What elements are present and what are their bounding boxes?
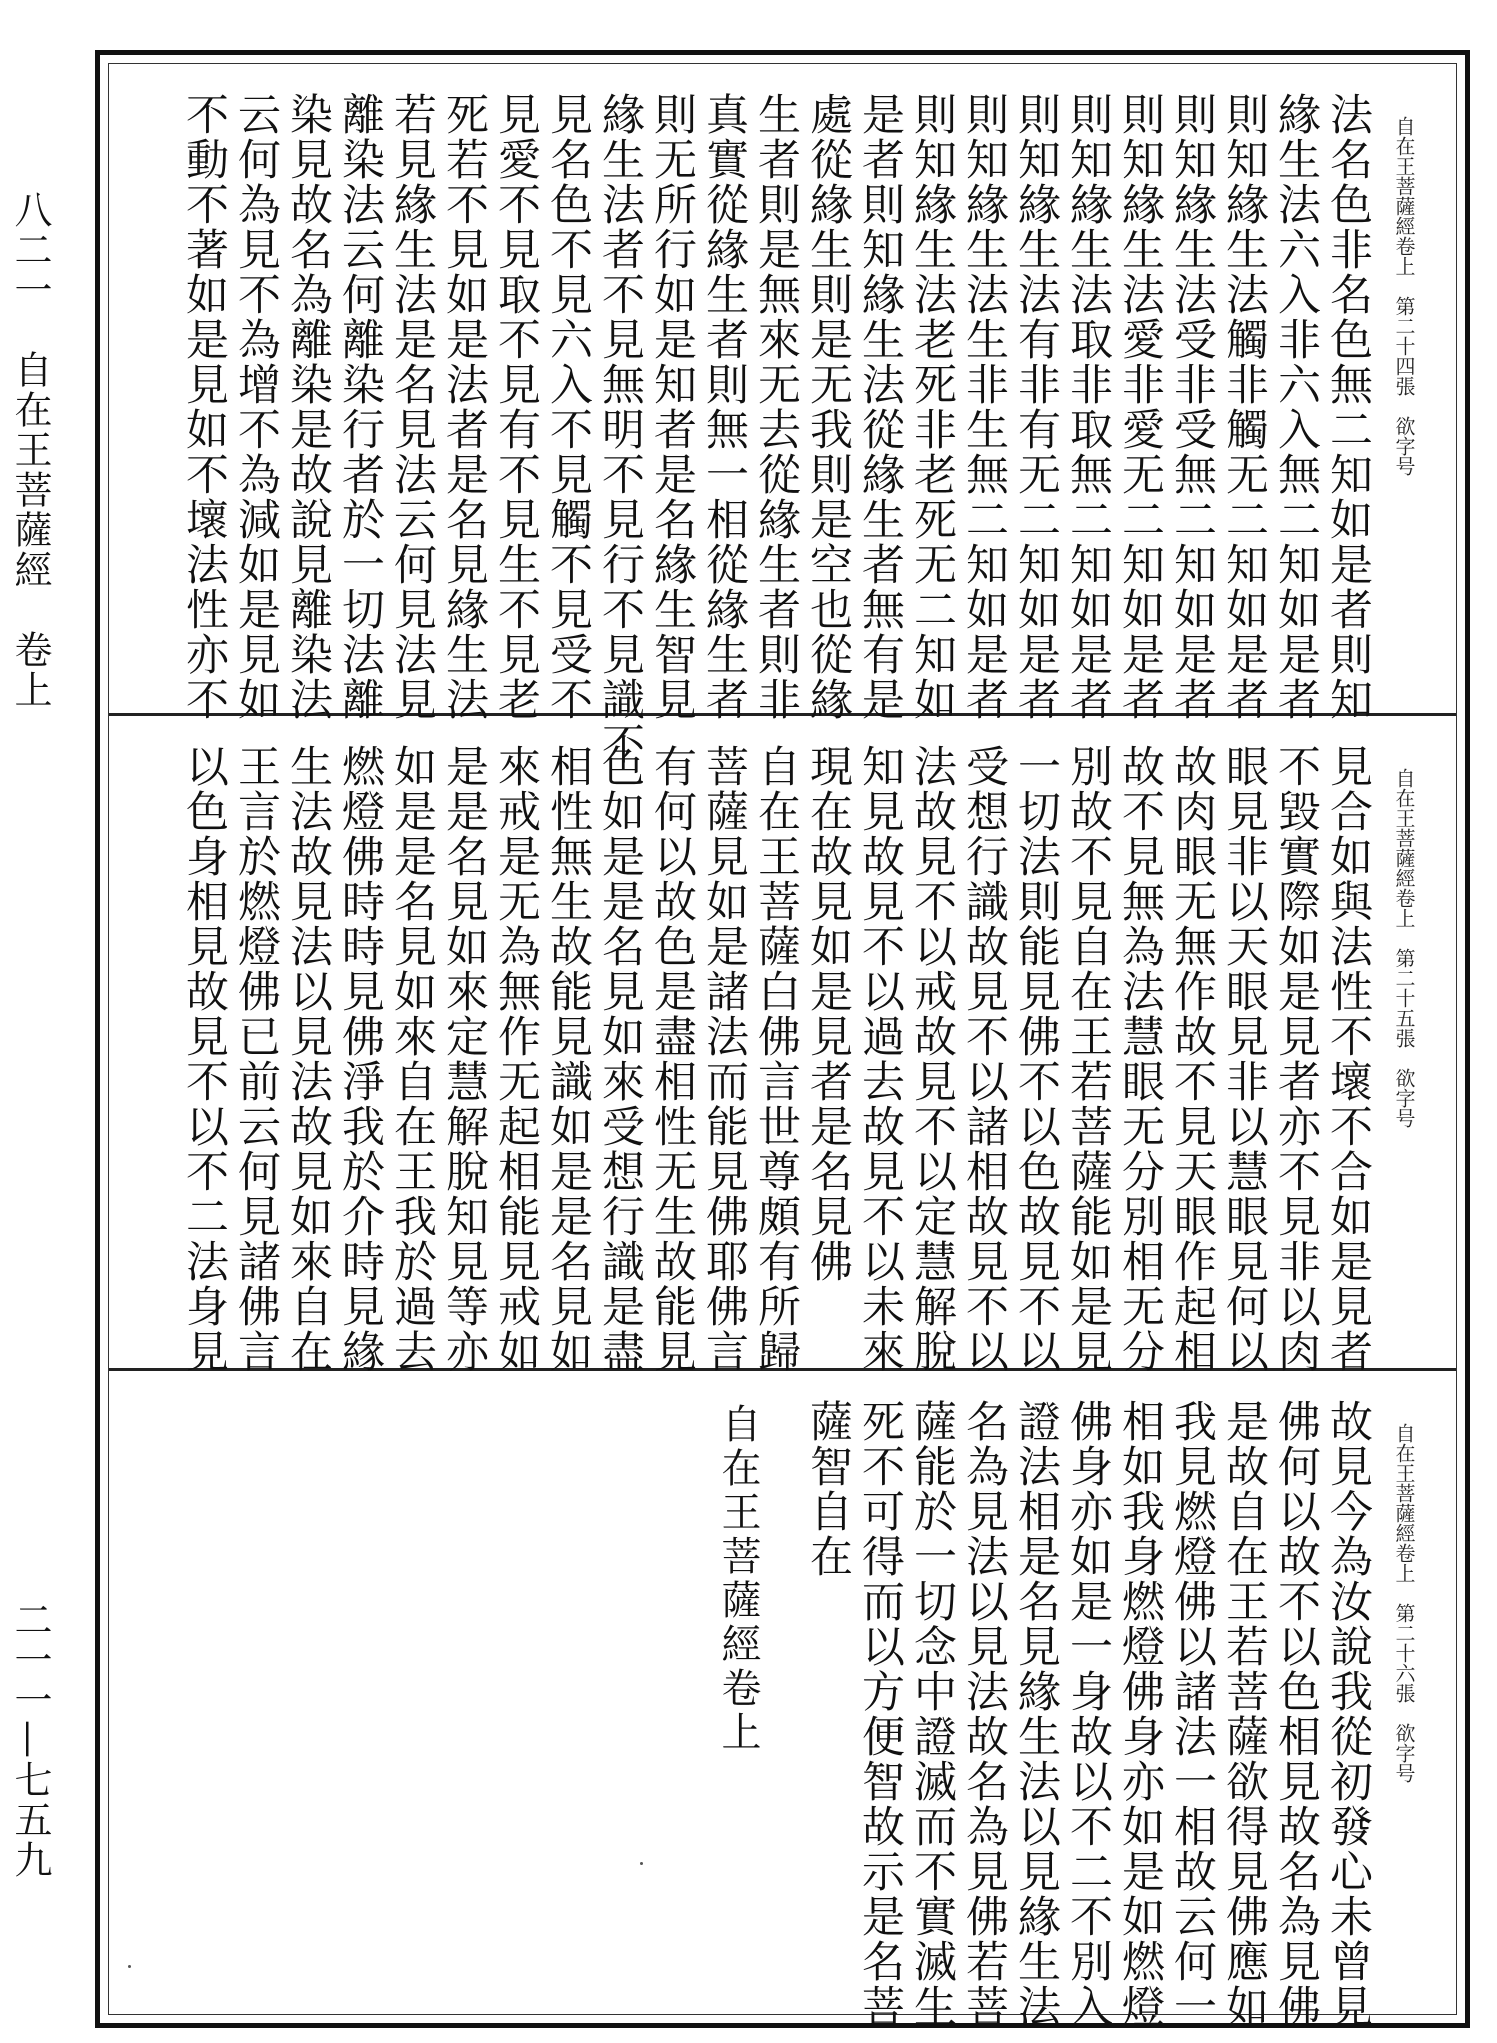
text-column: 生者則是無來无去從緣生者則非 — [751, 92, 801, 722]
text-column: 緣生法六入非六入無二知如是者 — [1271, 92, 1321, 722]
text-column: 則知緣生法生非生無二知如是者 — [959, 92, 1009, 722]
text-column: 相如我身燃燈佛身亦如是如燃燈 — [1115, 1399, 1165, 2029]
text-column: 自在王菩薩白佛言世尊頗有所歸 — [751, 744, 801, 1374]
text-column: 離染法云何離染行者於一切法離 — [335, 92, 385, 722]
text-column: 則知緣生法有非有无二知如是者 — [1011, 92, 1061, 722]
page-frame — [95, 50, 1470, 2028]
text-column: 法名色非名色無二知如是者則知 — [1323, 92, 1373, 722]
text-column: 真實從緣生者則無一相從緣生者 — [699, 92, 749, 722]
text-column: 王言於燃燈佛已前云何見諸佛言 — [231, 744, 281, 1374]
text-column: 一切法則能見佛不以色故見不以 — [1011, 744, 1061, 1374]
text-column: 則知緣生法老死非老死无二知如 — [907, 92, 957, 722]
text-column: 來戒是无為無作无起相能見戒如 — [491, 744, 541, 1374]
text-column: 見合如與法性不壞不合如是見者 — [1323, 744, 1373, 1374]
text-column: 如是是名見如來自在王我於過去 — [387, 744, 437, 1374]
text-column: 是是名見如來定慧解脫知見等亦 — [439, 744, 489, 1374]
text-column: 薩智自在 — [803, 1399, 853, 1579]
text-column: 別故不見自在王若菩薩能如是見 — [1063, 744, 1113, 1374]
text-column: 則知緣生法取非取無二知如是者 — [1063, 92, 1113, 722]
text-column: 死不可得而以方便智故示是名菩 — [855, 1399, 905, 2029]
text-column: 菩薩見如是諸法而能見佛耶佛言 — [699, 744, 749, 1374]
text-column: 不動不著如是見如不壞法性亦不 — [179, 92, 229, 722]
text-column: 有何以故色是盡相性无生故能見 — [647, 744, 697, 1374]
text-column: 法故見不以戒故見不以定慧解脫 — [907, 744, 957, 1374]
text-column: 知見故見不以過去故見不以未來 — [855, 744, 905, 1374]
side-margin-title: 八二一 自在王菩薩經 卷上 — [8, 190, 52, 710]
text-column: 則无所行如是知者是名緣生智見 — [647, 92, 697, 722]
panel-marginal-note: 自在王菩薩經卷上 第二十五張 欲字号 — [1392, 768, 1416, 1128]
text-column: 色如是是名見如來受想行識是盡 — [595, 744, 645, 1374]
panel-top — [109, 64, 1456, 767]
text-column: 我見燃燈佛以諸法一相故云何一 — [1167, 1399, 1217, 2029]
text-column: 則知緣生法愛非愛无二知如是者 — [1115, 92, 1165, 722]
panel-bottom — [109, 1371, 1456, 2029]
text-column: 緣生法者不見無明不見行不見識不 — [595, 92, 645, 767]
text-column: 眼見非以天眼見非以慧眼見何以 — [1219, 744, 1269, 1374]
panel-marginal-note: 自在王菩薩經卷上 第二十四張 欲字号 — [1392, 116, 1416, 476]
text-column: 名為見法以見法故名為見佛若菩 — [959, 1399, 1009, 2029]
text-column: 燃燈佛時時見佛淨我於介時見緣 — [335, 744, 385, 1374]
panel-middle — [109, 716, 1456, 1374]
text-column: 故肉眼无無作故不見天眼作起相 — [1167, 744, 1217, 1374]
text-column: 是者則知緣生法從緣生者無有是 — [855, 92, 905, 722]
text-column: 云何為見不為增不為減如是見如 — [231, 92, 281, 722]
page-frame-inner — [108, 63, 1457, 2029]
side-margin-page-number: 二一一—七五九 — [8, 1600, 52, 1880]
text-column: 現在故見如是見者是名見佛 — [803, 744, 853, 1284]
ink-speck — [128, 1965, 131, 1968]
text-column: 薩能於一切念中證滅而不實滅生 — [907, 1399, 957, 2029]
text-column: 染見故名為離染是故說見離染法 — [283, 92, 333, 722]
text-column: 若見緣生法是名見法云何見法見 — [387, 92, 437, 722]
text-column: 故不見無為法慧眼无分別相无分 — [1115, 744, 1165, 1374]
text-column: 死若不見如是法者是名見緣生法 — [439, 92, 489, 722]
text-column: 處從緣生則是无我則是空也從緣 — [803, 92, 853, 722]
text-column: 是故自在王若菩薩欲得見佛應如 — [1219, 1399, 1269, 2029]
text-column: 則知緣生法受非受無二知如是者 — [1167, 92, 1217, 722]
text-column: 故見今為汝說我從初發心未曾見 — [1323, 1399, 1373, 2029]
text-column: 見名色不見六入不見觸不見受不 — [543, 92, 593, 722]
ink-speck — [640, 1862, 643, 1865]
text-column: 生法故見法以見法故見如來自在 — [283, 744, 333, 1374]
text-column: 相性無生故能見識如是是名見如 — [543, 744, 593, 1374]
text-column: 則知緣生法觸非觸无二知如是者 — [1219, 92, 1269, 722]
text-column: 以色身相見故見不以不二法身見 — [179, 744, 229, 1374]
text-column: 證法相是名見緣生法以見緣生法 — [1011, 1399, 1061, 2029]
text-column: 佛身亦如是一身故以不二不別入 — [1063, 1399, 1113, 2029]
closing-sutra-title: 自在王菩薩經卷上 — [715, 1403, 761, 1755]
text-column: 見愛不見取不見有不見生不見老 — [491, 92, 541, 722]
panel-marginal-note: 自在王菩薩經卷上 第二十六張 欲字号 — [1392, 1423, 1416, 1783]
text-column: 受想行識故見不以諸相故見不以 — [959, 744, 1009, 1374]
text-column: 不毀實際如是見者亦不見非以肉 — [1271, 744, 1321, 1374]
text-column: 佛何以故不以色相見故名為見佛 — [1271, 1399, 1321, 2029]
